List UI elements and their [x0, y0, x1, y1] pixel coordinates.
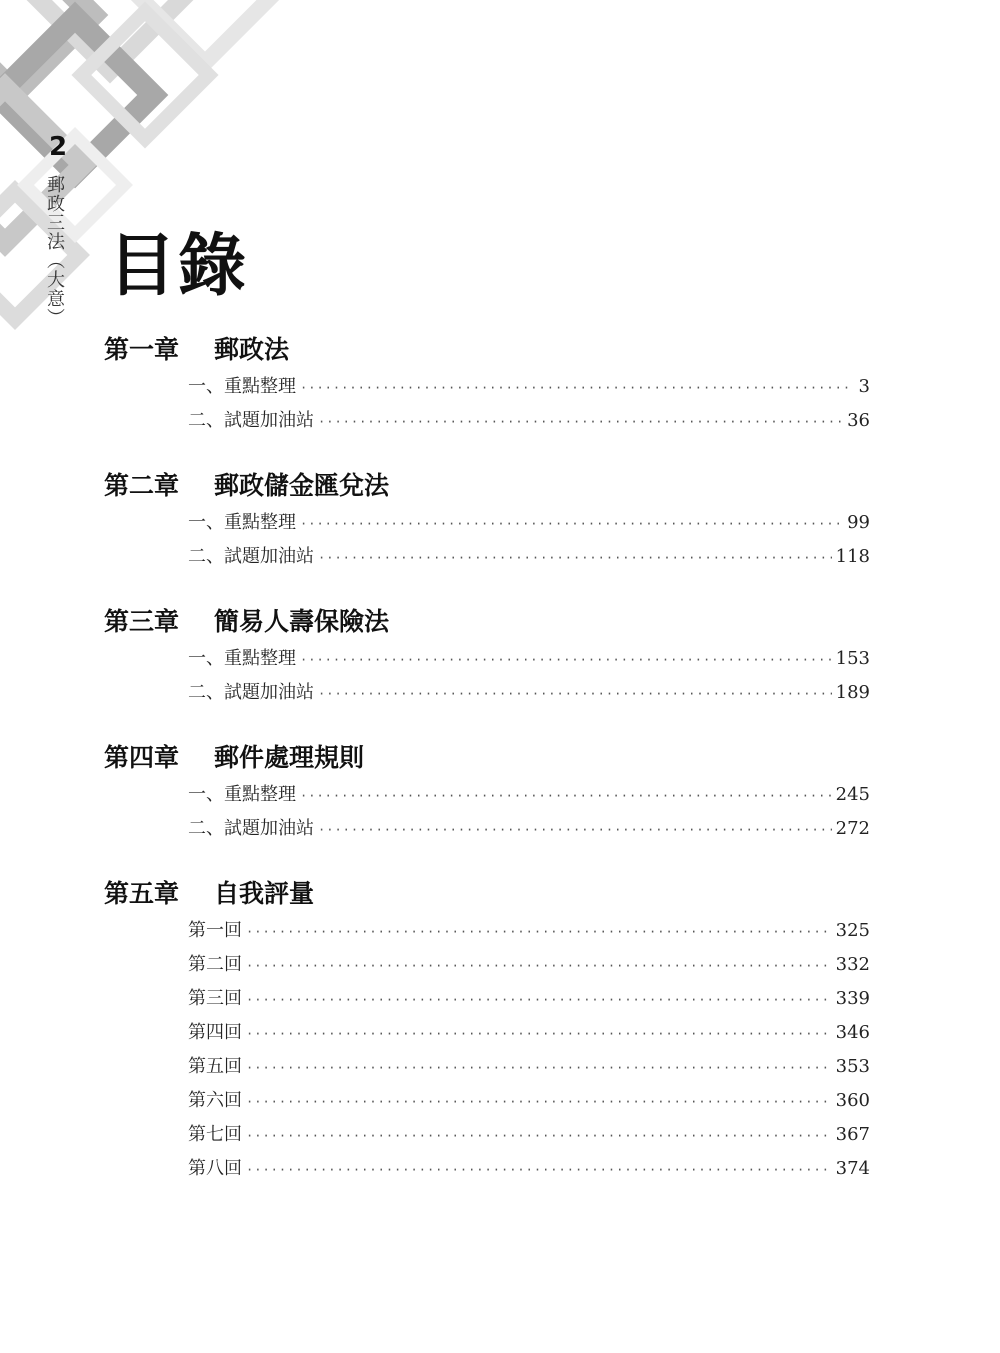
toc-entry[interactable]: [104, 914, 870, 948]
entry-page-number: 118: [835, 546, 870, 567]
chapter-title: 郵件處理規則: [214, 743, 365, 772]
chapter-title: 自我評量: [214, 879, 315, 908]
toc-entry[interactable]: [104, 506, 870, 540]
dot-leader: [300, 507, 843, 541]
chapter-heading[interactable]: [104, 466, 870, 506]
page-number: 2: [48, 132, 68, 162]
entry-page-number: 346: [835, 1022, 870, 1043]
dot-leader: [246, 949, 832, 983]
entry-page-number: 332: [835, 954, 870, 975]
entry-page-number: 189: [835, 682, 870, 703]
entry-page-number: 245: [835, 784, 870, 805]
dot-leader: [300, 643, 832, 677]
dot-leader: [246, 983, 832, 1017]
entry-label: 第四回: [188, 1022, 242, 1043]
entry-page-number: 153: [835, 648, 870, 669]
chapter-number: 第三章: [104, 607, 180, 636]
dot-leader: [246, 915, 832, 949]
toc-entry[interactable]: [104, 778, 870, 812]
entry-label: 第三回: [188, 988, 242, 1009]
entry-label: 一、重點整理: [188, 784, 296, 805]
entry-page-number: 374: [835, 1158, 870, 1179]
chapter-heading[interactable]: [104, 738, 870, 778]
chapter-heading[interactable]: [104, 602, 870, 642]
chapter-title: 簡易人壽保險法: [214, 607, 390, 636]
toc-entry[interactable]: [104, 1050, 870, 1084]
dot-leader: [318, 677, 832, 711]
chapter-number: 第五章: [104, 879, 180, 908]
page-title: 目錄: [108, 226, 249, 306]
entry-page-number: 272: [835, 818, 870, 839]
entry-page-number: 353: [835, 1056, 870, 1077]
toc-entry[interactable]: [104, 982, 870, 1016]
dot-leader: [246, 1153, 832, 1187]
toc-entry[interactable]: [104, 540, 870, 574]
dot-leader: [300, 779, 832, 813]
entry-label: 一、重點整理: [188, 512, 296, 533]
toc-chapter: [104, 330, 870, 438]
entry-label: 一、重點整理: [188, 648, 296, 669]
chapter-heading[interactable]: [104, 874, 870, 914]
chapter-number: 第四章: [104, 743, 180, 772]
entry-page-number: 367: [835, 1124, 870, 1145]
entry-label: 二、試題加油站: [188, 546, 314, 567]
table-of-contents: [104, 330, 870, 1214]
entry-label: 二、試題加油站: [188, 818, 314, 839]
entry-page-number: 360: [835, 1090, 870, 1111]
toc-chapter: [104, 602, 870, 710]
entry-page-number: 36: [847, 410, 870, 431]
entry-label: 第八回: [188, 1158, 242, 1179]
toc-entry[interactable]: [104, 1118, 870, 1152]
dot-leader: [318, 541, 832, 575]
dot-leader: [246, 1017, 832, 1051]
toc-chapter: [104, 466, 870, 574]
entry-label: 二、試題加油站: [188, 410, 314, 431]
entry-page-number: 3: [858, 376, 870, 397]
toc-entry[interactable]: [104, 1084, 870, 1118]
chapter-number: 第一章: [104, 335, 180, 364]
entry-page-number: 339: [835, 988, 870, 1009]
chapter-title: 郵政儲金匯兌法: [214, 471, 390, 500]
toc-entry[interactable]: [104, 1152, 870, 1186]
entry-page-number: 325: [835, 920, 870, 941]
dot-leader: [318, 405, 843, 439]
entry-page-number: 99: [847, 512, 870, 533]
toc-chapter: [104, 874, 870, 1186]
running-title: 郵政三法（大意）: [44, 175, 65, 327]
dot-leader: [318, 813, 832, 847]
entry-label: 二、試題加油站: [188, 682, 314, 703]
dot-leader: [300, 371, 852, 405]
entry-label: 第二回: [188, 954, 242, 975]
entry-label: 第五回: [188, 1056, 242, 1077]
entry-label: 第七回: [188, 1124, 242, 1145]
toc-entry[interactable]: [104, 1016, 870, 1050]
toc-entry[interactable]: [104, 676, 870, 710]
toc-entry[interactable]: [104, 370, 870, 404]
toc-chapter: [104, 738, 870, 846]
toc-entry[interactable]: [104, 948, 870, 982]
dot-leader: [246, 1051, 832, 1085]
chapter-title: 郵政法: [214, 335, 290, 364]
dot-leader: [246, 1119, 832, 1153]
toc-entry[interactable]: [104, 642, 870, 676]
toc-entry[interactable]: [104, 812, 870, 846]
entry-label: 一、重點整理: [188, 376, 296, 397]
chapter-number: 第二章: [104, 471, 180, 500]
chapter-heading[interactable]: [104, 330, 870, 370]
entry-label: 第一回: [188, 920, 242, 941]
entry-label: 第六回: [188, 1090, 242, 1111]
toc-entry[interactable]: [104, 404, 870, 438]
dot-leader: [246, 1085, 832, 1119]
